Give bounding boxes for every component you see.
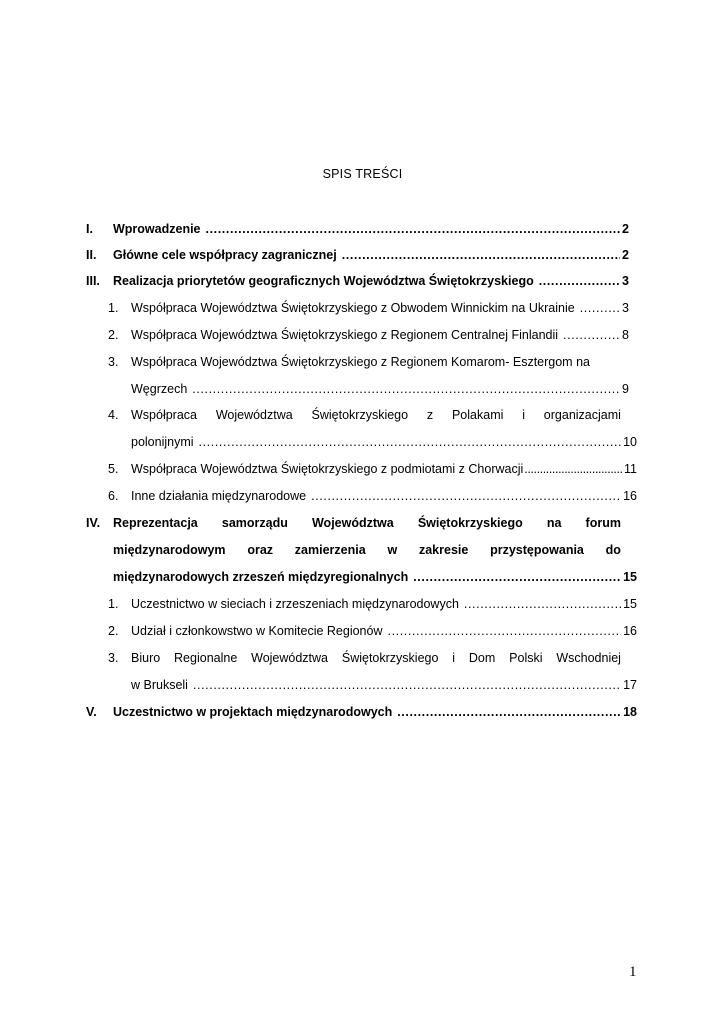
- toc-entry-number: 4.: [108, 408, 119, 422]
- word: w: [387, 543, 398, 557]
- word: Regionalne: [174, 651, 238, 665]
- toc-entry-page: 8: [622, 328, 629, 342]
- toc-entry-page: 10: [623, 435, 637, 449]
- word: Reprezentacja: [113, 516, 198, 530]
- toc-entry-label-line2: [113, 541, 621, 559]
- toc-entry-number: III.: [86, 274, 100, 288]
- toc-entry-number: V.: [86, 705, 97, 719]
- toc-entry-4-3-continued[interactable]: [0, 676, 725, 694]
- word: Województwa: [215, 408, 293, 422]
- word: organizacjami: [543, 408, 621, 422]
- toc-entry-number: 1.: [108, 301, 119, 315]
- toc-entry-5[interactable]: [0, 703, 725, 721]
- toc-entry-label-line1: Współpraca Województwa Świętokrzyskiego z Regionem Komarom- Esztergom na: [131, 355, 590, 369]
- toc-leader-dots: [206, 220, 621, 238]
- toc-entry-page: 16: [623, 624, 637, 638]
- toc-entry-number: IV.: [86, 516, 101, 530]
- toc-entry-4-2[interactable]: [0, 622, 725, 640]
- toc-entry-label: Współpraca Województwa Świętokrzyskiego z podmiotami z Chorwacji: [131, 462, 524, 476]
- toc-leader-dots: [464, 595, 621, 613]
- toc-entry-label-line3: międzynarodowych zrzeszeń międzyregionalnych: [113, 570, 409, 584]
- toc-entry-number: 2.: [108, 328, 119, 342]
- toc-entry-label-line2: Węgrzech: [131, 382, 188, 396]
- toc-entry-label: Główne cele współpracy zagranicznej: [113, 248, 337, 262]
- toc-entry-page: 3: [622, 274, 629, 288]
- toc-leader-dots: [192, 380, 620, 398]
- word: i: [452, 651, 456, 665]
- word: Świętokrzyskiego: [417, 516, 523, 530]
- toc-entry-3-1[interactable]: [0, 299, 725, 317]
- toc-title: SPIS TREŚCI: [322, 167, 403, 181]
- word: Biuro: [131, 651, 161, 665]
- word: zakresie: [418, 543, 469, 557]
- word: na: [546, 516, 562, 530]
- word: forum: [585, 516, 621, 530]
- toc-leader-dots: [524, 460, 622, 478]
- toc-entry-page: 3: [622, 301, 629, 315]
- toc-entry-3-3-continued[interactable]: [0, 380, 725, 398]
- toc-entry-label: Współpraca Województwa Świętokrzyskiego z Regionem Centralnej Finlandii: [131, 328, 559, 342]
- toc-entry-3-4[interactable]: [0, 406, 725, 424]
- toc-entry-page: 16: [623, 489, 637, 503]
- word: Świętokrzyskiego: [311, 408, 409, 422]
- word: Wschodniej: [556, 651, 621, 665]
- page-number: 1: [629, 964, 637, 980]
- toc-entry-label-line1: [131, 649, 621, 667]
- toc-entry-number: II.: [86, 248, 97, 262]
- toc-entry-page: 18: [623, 705, 637, 719]
- word: Województwa: [251, 651, 329, 665]
- word: zamierzenia: [294, 543, 366, 557]
- toc-leader-dots: [388, 622, 622, 640]
- toc-entry-2[interactable]: [0, 246, 725, 264]
- toc-entry-3-3[interactable]: [0, 353, 725, 371]
- word: i: [522, 408, 525, 422]
- toc-entry-number: 1.: [108, 597, 119, 611]
- toc-entry-3-5[interactable]: [0, 460, 725, 478]
- toc-entry-label-line1: [113, 514, 621, 532]
- toc-leader-dots: [413, 568, 621, 586]
- toc-entry-label: Udział i członkowstwo w Komitecie Regionów: [131, 624, 383, 638]
- toc-entry-4-line2[interactable]: [0, 541, 725, 559]
- word: międzynarodowym: [113, 543, 226, 557]
- toc-entry-number: 3.: [108, 355, 119, 369]
- toc-entry-3-2[interactable]: [0, 326, 725, 344]
- toc-entry-3-6[interactable]: [0, 487, 725, 505]
- toc-leader-dots: [193, 676, 621, 694]
- word: Polski: [509, 651, 543, 665]
- toc-entry-number: 6.: [108, 489, 119, 503]
- toc-entry-label: Uczestnictwo w projektach międzynarodowych: [113, 705, 393, 719]
- word: Dom: [468, 651, 496, 665]
- word: Województwa: [311, 516, 394, 530]
- toc-leader-dots: [397, 703, 621, 721]
- word: oraz: [247, 543, 274, 557]
- word: Świętokrzyskiego: [341, 651, 439, 665]
- toc-entry-number: I.: [86, 222, 93, 236]
- toc-leader-dots: [311, 487, 621, 505]
- toc-leader-dots: [199, 433, 622, 451]
- toc-entry-1[interactable]: [0, 220, 725, 238]
- toc-entry-3[interactable]: [0, 272, 725, 290]
- toc-leader-dots: [342, 246, 620, 264]
- toc-entry-4[interactable]: [0, 514, 725, 532]
- toc-entry-4-line3[interactable]: [0, 568, 725, 586]
- toc-leader-dots: [580, 299, 620, 317]
- toc-entry-page: 2: [622, 222, 629, 236]
- toc-leader-dots: [563, 326, 620, 344]
- toc-entry-page: 15: [623, 597, 637, 611]
- toc-entry-label: Współpraca Województwa Świętokrzyskiego z Obwodem Winnickim na Ukrainie: [131, 301, 575, 315]
- toc-entry-label: Inne działania międzynarodowe: [131, 489, 307, 503]
- word: Polakami: [451, 408, 504, 422]
- toc-entry-label: Realizacja priorytetów geograficznych Województwa Świętokrzyskiego: [113, 274, 534, 288]
- toc-entry-page: 2: [622, 248, 629, 262]
- toc-entry-label-line2: w Brukseli: [131, 678, 188, 692]
- toc-entry-3-4-continued[interactable]: [0, 433, 725, 451]
- word: przystępowania: [490, 543, 584, 557]
- toc-entry-page: 11: [624, 462, 637, 476]
- toc-leader-dots: [539, 272, 620, 290]
- word: z: [426, 408, 434, 422]
- word: do: [605, 543, 621, 557]
- toc-entry-number: 5.: [108, 462, 119, 476]
- toc-entry-label-line2: polonijnymi: [131, 435, 194, 449]
- toc-entry-page: 17: [623, 678, 637, 692]
- toc-entry-label: Uczestnictwo w sieciach i zrzeszeniach międzynarodowych: [131, 597, 459, 611]
- toc-entry-label-line1: [131, 406, 621, 424]
- toc-entry-number: 2.: [108, 624, 119, 638]
- word: Współpraca: [131, 408, 197, 422]
- toc-entry-4-3[interactable]: [0, 649, 725, 667]
- toc-entry-label: Wprowadzenie: [113, 222, 201, 236]
- toc-entry-4-1[interactable]: [0, 595, 725, 613]
- toc-entry-number: 3.: [108, 651, 119, 665]
- toc-entry-page: 9: [622, 382, 629, 396]
- word: samorządu: [221, 516, 288, 530]
- toc-entry-page: 15: [623, 570, 637, 584]
